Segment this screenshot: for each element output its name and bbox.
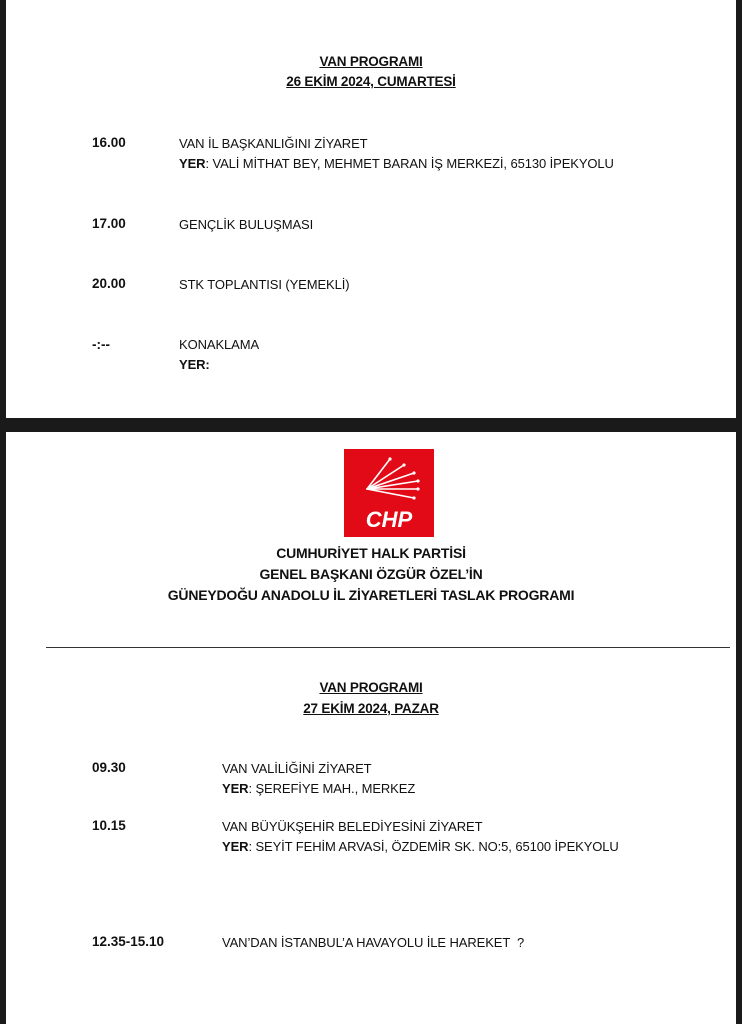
- location-label: YER: [222, 781, 249, 796]
- location-label: YER: [222, 839, 249, 854]
- program-title: VAN PROGRAMI: [319, 54, 423, 69]
- schedule-time: 09.30: [92, 760, 126, 775]
- schedule-title: VAN’DAN İSTANBUL’A HAVAYOLU İLE HAREKET ?: [222, 935, 525, 950]
- schedule-title: VAN İL BAŞKANLIĞINI ZİYARET: [179, 136, 368, 151]
- schedule-location: [179, 357, 210, 372]
- page-separator: [0, 418, 742, 432]
- location-label: YER: [179, 156, 206, 171]
- program-date: 27 EKİM 2024, PAZAR: [303, 701, 439, 716]
- schedule-time: 20.00: [92, 276, 126, 291]
- frame-border-left: [0, 0, 6, 1024]
- schedule-location: [222, 781, 415, 796]
- location-text: : SEYİT FEHİM ARVASİ, ÖZDEMİR SK. NO:5, 65100 İPEKYOLU: [248, 839, 619, 854]
- schedule-location: [222, 839, 619, 854]
- program-date: 26 EKİM 2024, CUMARTESİ: [286, 74, 456, 89]
- logo-text: CHP: [365, 507, 413, 532]
- schedule-time: -:--: [92, 337, 110, 352]
- frame-border-right: [736, 0, 742, 1024]
- schedule-title: STK TOPLANTISI (YEMEKLİ): [179, 277, 350, 292]
- chp-logo: [344, 449, 434, 537]
- schedule-title: VAN VALİLİĞİNİ ZİYARET: [222, 761, 372, 776]
- schedule-title: VAN BÜYÜKŞEHİR BELEDİYESİNİ ZİYARET: [222, 819, 483, 834]
- schedule-title: KONAKLAMA: [179, 337, 260, 352]
- org-line: GENEL BAŞKANI ÖZGÜR ÖZEL’İN: [259, 566, 483, 582]
- program-title: VAN PROGRAMI: [319, 680, 423, 695]
- schedule-time: 10.15: [92, 818, 126, 833]
- org-line: GÜNEYDOĞU ANADOLU İL ZİYARETLERİ TASLAK PROGRAMI: [167, 587, 575, 603]
- schedule-title: GENÇLİK BULUŞMASI: [179, 217, 314, 232]
- divider: [46, 647, 730, 648]
- schedule-time: 16.00: [92, 135, 126, 150]
- location-text: : VALİ MİTHAT BEY, MEHMET BARAN İŞ MERKEZİ, 65130 İPEKYOLU: [205, 156, 614, 171]
- location-text: : ŞEREFİYE MAH., MERKEZ: [248, 781, 416, 796]
- location-label: YER:: [179, 357, 210, 372]
- org-line: CUMHURİYET HALK PARTİSİ: [276, 545, 466, 561]
- schedule-time: 17.00: [92, 216, 126, 231]
- schedule-time: 12.35-15.10: [92, 934, 165, 949]
- schedule-location: [179, 156, 614, 171]
